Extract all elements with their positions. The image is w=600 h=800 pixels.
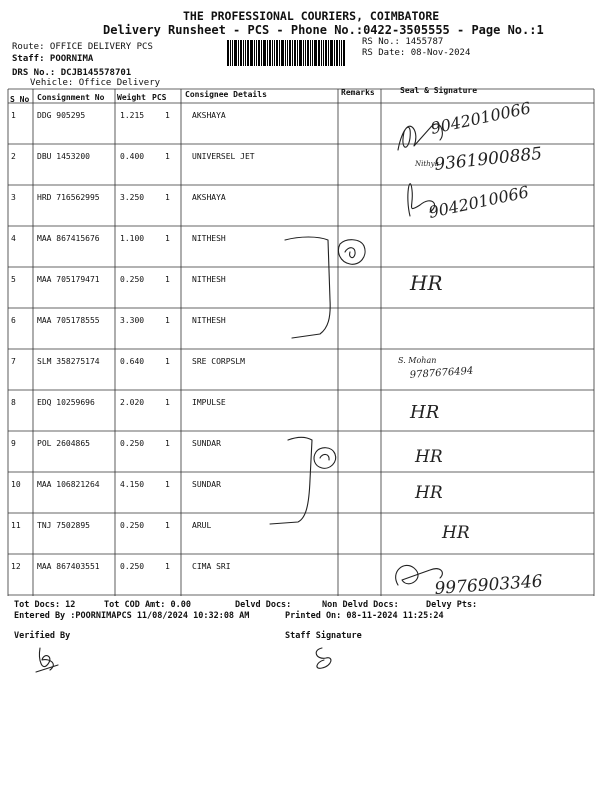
bracket-rows-4-6 (285, 237, 330, 338)
rs-number: RS No.: 1455787 (362, 37, 444, 47)
cell-consignee: UNIVERSEL JET (192, 152, 255, 161)
cell-sno: 6 (11, 316, 16, 325)
handwritten-hr-row-10: HR (415, 483, 443, 503)
cell-consignment-no: MAA 867403551 (37, 562, 100, 571)
cell-consignee: AKSHAYA (192, 193, 226, 202)
cell-consignment-no: MAA 705178555 (37, 316, 100, 325)
cell-weight: 3.250 (120, 193, 145, 202)
cell-consignee: IMPULSE (192, 398, 226, 407)
non-delivered-docs: Non Delvd Docs: (322, 600, 399, 610)
handwritten-hr-row-8: HR (410, 402, 440, 423)
delivered-docs: Delvd Docs: (235, 600, 292, 610)
cell-weight: 1.100 (120, 234, 145, 243)
cell-sno: 7 (11, 357, 16, 366)
cell-consignment-no: TNJ 7502895 (37, 521, 90, 530)
handwritten-hr-row-9: HR (415, 447, 443, 467)
cell-sno: 2 (11, 152, 16, 161)
handwritten-phone-row-7: 9787676494 (409, 365, 474, 381)
bracket-rows-9-11 (270, 437, 312, 524)
entered-by: Entered By :POORNIMAPCS 11/08/2024 10:32:08 AM (14, 611, 250, 621)
cell-consignment-no: MAA 106821264 (37, 480, 100, 489)
handwritten-name-row-2: Nithya (415, 160, 439, 168)
cell-consignee: ARUL (192, 521, 212, 530)
total-docs: Tot Docs: 12 (14, 600, 76, 610)
col-header-remarks: Remarks (341, 88, 375, 97)
document-title: THE PROFESSIONAL COURIERS, COIMBATORE (183, 9, 440, 23)
cell-pcs: 1 (165, 152, 170, 161)
cell-sno: 4 (11, 234, 16, 243)
cell-sno: 9 (11, 439, 16, 448)
delivery-points: Delvy Pts: (426, 600, 478, 610)
cell-sno: 1 (11, 111, 16, 120)
verified-signature (36, 648, 58, 672)
cell-consignee: CIMA SRI (192, 562, 231, 571)
verified-by-label: Verified By (14, 631, 71, 641)
handwritten-phone-row-2: 9361900885 (433, 143, 544, 175)
cell-consignee: NITHESH (192, 275, 226, 284)
cell-pcs: 1 (165, 439, 170, 448)
cell-consignee: SUNDAR (192, 439, 221, 448)
cell-pcs: 1 (165, 316, 170, 325)
handwritten-phone-row-3: 9042010066 (426, 182, 531, 222)
cell-weight: 0.250 (120, 562, 145, 571)
cell-consignment-no: HRD 716562995 (37, 193, 100, 202)
cell-pcs: 1 (165, 275, 170, 284)
cell-consignee: AKSHAYA (192, 111, 226, 120)
cell-consignment-no: DDG 905295 (37, 111, 86, 120)
cell-sno: 12 (11, 562, 21, 571)
cell-weight: 4.150 (120, 480, 145, 489)
staff-signature-label: Staff Signature (285, 631, 362, 641)
col-header-seal-signature: Seal & Signature (400, 86, 478, 95)
staff-label: Staff: POORNIMA (12, 54, 94, 64)
cell-weight: 0.400 (120, 152, 145, 161)
cell-weight: 2.020 (120, 398, 145, 407)
cell-consignment-no: DBU 1453200 (37, 152, 90, 161)
cell-pcs: 1 (165, 234, 170, 243)
document-subtitle: Delivery Runsheet - PCS - Phone No.:0422-3505555 - Page No.:1 (103, 23, 544, 37)
cell-sno: 3 (11, 193, 16, 202)
printed-on: Printed On: 08-11-2024 11:25:24 (285, 611, 444, 621)
col-header-weight: Weight (117, 93, 146, 102)
cell-pcs: 1 (165, 562, 170, 571)
cell-consignee: NITHESH (192, 234, 226, 243)
cell-weight: 0.250 (120, 521, 145, 530)
cell-consignment-no: EDQ 10259696 (37, 398, 95, 407)
cell-pcs: 1 (165, 398, 170, 407)
cell-sno: 8 (11, 398, 16, 407)
cell-consignment-no: SLM 358275174 (37, 357, 100, 366)
handwritten-hr-row-11: HR (442, 523, 470, 543)
cell-pcs: 1 (165, 521, 170, 530)
handwritten-phone-row-12: 9976903346 (433, 571, 544, 599)
cell-weight: 0.250 (120, 439, 145, 448)
handwritten-name-row-7: S. Mohan (398, 356, 437, 365)
rs-date: RS Date: 08-Nov-2024 (362, 48, 471, 58)
total-cod-amount: Tot COD Amt: 0.00 (104, 600, 191, 610)
cell-consignment-no: MAA 867415676 (37, 234, 100, 243)
cell-weight: 0.640 (120, 357, 145, 366)
cell-weight: 1.215 (120, 111, 145, 120)
handwritten-phone-row-1: 9042010066 (428, 98, 533, 138)
handwritten-hr-row-5: HR (410, 271, 443, 295)
cell-weight: 0.250 (120, 275, 145, 284)
cell-pcs: 1 (165, 111, 170, 120)
cell-pcs: 1 (165, 480, 170, 489)
cell-sno: 11 (11, 521, 21, 530)
stamp-circle-rows-4-6 (338, 240, 365, 265)
stamp-circle-rows-9-11 (314, 448, 336, 469)
cell-pcs: 1 (165, 193, 170, 202)
cell-consignee: SUNDAR (192, 480, 221, 489)
cell-sno: 10 (11, 480, 21, 489)
col-header-pcs: PCS (152, 93, 167, 102)
cell-consignment-no: MAA 705179471 (37, 275, 100, 284)
cell-consignee: NITHESH (192, 316, 226, 325)
col-header-sno: S No (10, 95, 30, 104)
cell-weight: 3.300 (120, 316, 145, 325)
drs-number: DRS No.: DCJB145578701 (12, 68, 132, 78)
vehicle-label: Vehicle: Office Delivery (30, 78, 161, 88)
cell-pcs: 1 (165, 357, 170, 366)
cell-sno: 5 (11, 275, 16, 284)
route-label: Route: OFFICE DELIVERY PCS (12, 42, 153, 52)
col-header-consignee: Consignee Details (185, 90, 267, 99)
cell-consignment-no: POL 2604865 (37, 439, 90, 448)
col-header-consignment: Consignment No (37, 93, 105, 102)
staff-signature (316, 648, 331, 668)
cell-consignee: SRE CORPSLM (192, 357, 245, 366)
